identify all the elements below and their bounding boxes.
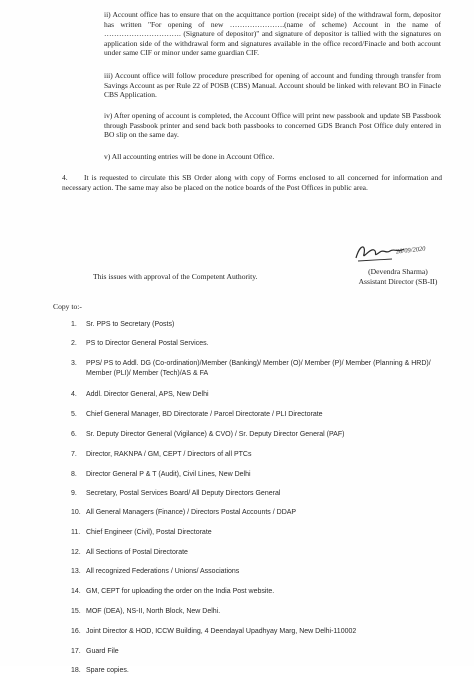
signature-block: [338, 240, 458, 287]
paragraph-4-text: It is requested to circulate this SB Order along with copy of Forms enclosed to all concerned for information and necessary action. The same may also be placed on the notice boards of the Post Offices in public area.: [62, 173, 442, 192]
paragraph-4: [62, 173, 442, 192]
list-item: 8. Director General P & T (Audit), Civil Lines, New Delhi: [71, 471, 251, 478]
paragraph-v: [84, 152, 441, 162]
list-item: 4. Addl. Director General, APS, New Delhi: [71, 391, 209, 398]
list-item: 3. PPS/ PS to Addl. DG (Co-ordination)/Member (Banking)/ Member (O)/ Member (P)/ Member (Planning & HRD)/ Member (PLI)/ Member (Tech)/AS & FA: [71, 360, 431, 377]
list-item: 13. All recognized Federations / Unions/ Associations: [71, 568, 240, 575]
approval-line: This issues with approval of the Competent Authority.: [93, 272, 258, 281]
list-item: 16. Joint Director & HOD, ICCW Building, 4 Deendayal Upadhyay Marg, New Delhi-110002: [71, 628, 357, 635]
list-item: 18. Spare copies.: [71, 667, 129, 674]
paragraph-iv-text: iv) After opening of account is completed, the Account Office will print new passbook and update SB Passbook through Passbook printer and send back both passbooks to concerned GDS Branch Post Office duly entered in BO slip on the same day.: [104, 111, 441, 140]
paragraph-iii: [84, 71, 441, 100]
list-item: 15. MOF (DEA), NS-II, North Block, New Delhi.: [71, 608, 221, 615]
list-item: 7. Director, RAKNPA / GM, CEPT / Directors of all PTCs: [71, 451, 252, 458]
paragraph-v-text: v) All accounting entries will be done in Account Office.: [104, 152, 275, 161]
copy-to-label: Copy to:-: [53, 302, 82, 311]
signatory-name: (Devendra Sharma): [368, 267, 428, 276]
paragraph-iv: [84, 111, 441, 140]
paragraph-ii-text: ii) Account office has to ensure that on the acquittance portion (receipt side) of the withdrawal form, depositor has written "For opening of new ………………….(name of scheme) Account in the name of …………………………. (Signature of depositor)" and signature of depositor is tallied with the signatures on application side of the withdrawal form and signatures available in the office record/Finacle and both account under same CIF or minor under same guardian CIF.: [104, 10, 441, 58]
list-item: 10. All General Managers (Finance) / Directors Postal Accounts / DDAP: [71, 509, 297, 516]
paragraph-ii: [84, 10, 441, 58]
list-item: 6. Sr. Deputy Director General (Vigilance) & CVO) / Sr. Deputy Director General (PAF): [71, 431, 345, 438]
paragraph-4-number: 4.: [62, 173, 68, 182]
handwritten-signature: [338, 240, 458, 267]
list-item: 1. Sr. PPS to Secretary (Posts): [71, 321, 175, 328]
list-item: 2. PS to Director General Postal Services.: [71, 340, 209, 347]
list-item: 11. Chief Engineer (Civil), Postal Directorate: [71, 529, 212, 536]
list-item: 12. All Sections of Postal Directorate: [71, 549, 188, 556]
list-item: 14. GM, CEPT for uploading the order on the India Post website.: [71, 588, 275, 595]
signatory-designation: Assistant Director (SB-II): [358, 277, 438, 286]
signature-date: 28/09/2020: [395, 245, 426, 256]
list-item: 17. Guard File: [71, 648, 119, 655]
list-item: 5. Chief General Manager, BD Directorate / Parcel Directorate / PLI Directorate: [71, 411, 323, 418]
paragraph-iii-text: iii) Account office will follow procedure prescribed for opening of account and funding through transfer from Savings Account as per Rule 22 of POSB (CBS) Manual. Account should be linked with relevant BO in Finacle CBS Application.: [104, 71, 441, 100]
list-item: 9. Secretary, Postal Services Board/ All Deputy Directors General: [71, 490, 281, 497]
